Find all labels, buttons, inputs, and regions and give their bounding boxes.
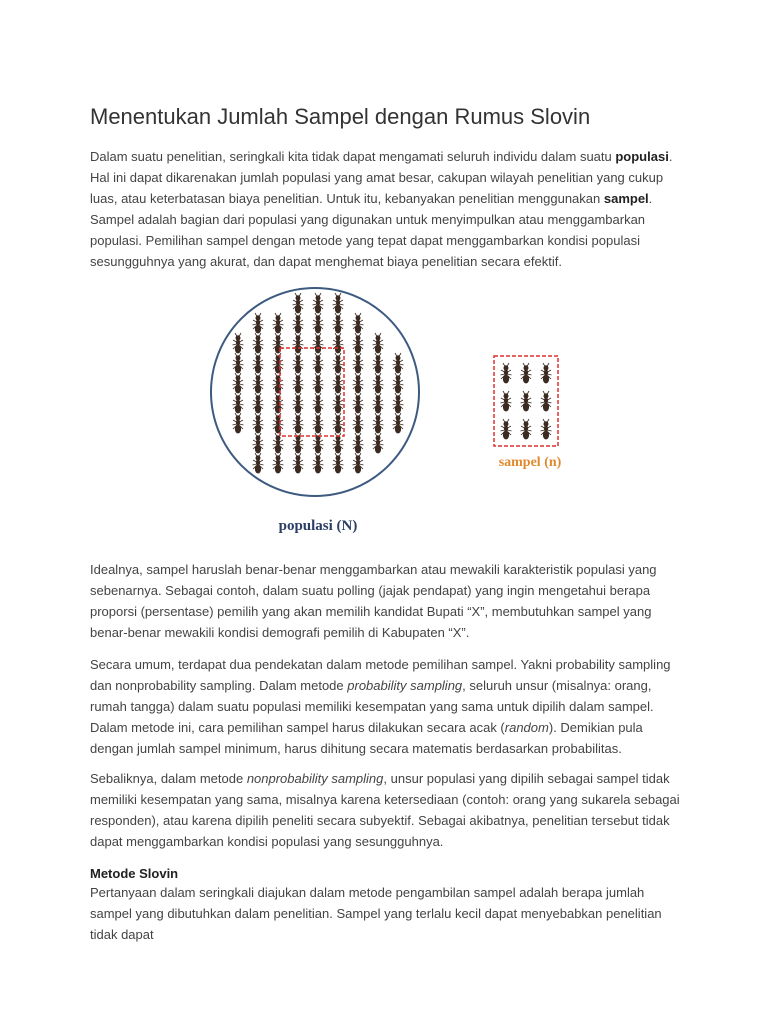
ant-icon [293, 453, 304, 473]
ant-icon [501, 363, 512, 383]
ant-icon [333, 453, 344, 473]
sample-label: sampel (n) [498, 455, 562, 470]
population-circle [211, 288, 419, 496]
ant-icon [273, 373, 284, 393]
ant-icon [253, 433, 264, 453]
population-sample-figure [210, 282, 590, 542]
ant-icon [253, 313, 264, 333]
ant-icon [333, 373, 344, 393]
ant-icon [353, 333, 364, 353]
ant-icon [273, 333, 284, 353]
paragraph-nonprobability [90, 768, 680, 852]
ant-icon [293, 313, 304, 333]
ant-icon [233, 353, 244, 373]
text-span: ). Demikian pula dengan jumlah sampel minimum, harus dihitung secara matematis berdasarkan probabilitas. [90, 720, 643, 756]
ant-icon [333, 313, 344, 333]
ant-icon [233, 333, 244, 353]
ant-icon [333, 293, 344, 313]
text-span: Secara umum, terdapat dua pendekatan dalam metode pemilihan sampel. Yakni probability sampling dan nonprobability sampling. Dalam metode [90, 657, 671, 693]
ant-icon [373, 433, 384, 453]
ant-icon [373, 333, 384, 353]
ant-icon [373, 413, 384, 433]
ant-icon [373, 353, 384, 373]
ant-icon [253, 353, 264, 373]
ant-icon [521, 391, 532, 411]
italic-term: random [504, 720, 549, 735]
ant-icon [253, 413, 264, 433]
page-title: Menentukan Jumlah Sampel dengan Rumus Slovin [90, 104, 591, 129]
ant-icon [233, 393, 244, 413]
ant-icon [293, 353, 304, 373]
population-ants [233, 293, 404, 473]
text-span: , unsur populasi yang dipilih sebagai sampel tidak memiliki kesempatan yang sama, misalnya karena ketersediaan (contoh: orang yang sukarela sebagai responden), atau karena dipilih peneliti secara subyektif. Sebagai akibatnya, penelitian tersebut tidak dapat menggambarkan kondisi populasi yang sesungguhnya. [90, 771, 680, 849]
ant-icon [333, 393, 344, 413]
ant-icon [313, 333, 324, 353]
paragraph-pendekatan [90, 654, 680, 759]
ant-icon [393, 373, 404, 393]
ant-icon [273, 353, 284, 373]
ant-icon [353, 313, 364, 333]
ant-icon [313, 373, 324, 393]
ant-icon [253, 373, 264, 393]
ant-icon [393, 353, 404, 373]
ant-icon [541, 363, 552, 383]
intro-paragraph [90, 146, 680, 272]
ant-icon [233, 413, 244, 433]
ant-icon [313, 313, 324, 333]
ant-icon [233, 373, 244, 393]
ant-icon [353, 453, 364, 473]
ant-icon [393, 413, 404, 433]
text-span: Sebaliknya, dalam metode [90, 771, 247, 786]
bold-term-sampel: sampel [603, 191, 649, 206]
ant-icon [253, 333, 264, 353]
italic-term: probability sampling [347, 678, 463, 693]
italic-term: nonprobability sampling [246, 771, 384, 786]
ant-icon [333, 413, 344, 433]
ant-icon [521, 419, 532, 439]
ant-icon [313, 293, 324, 313]
sample-ants [501, 363, 552, 439]
ant-icon [541, 419, 552, 439]
ant-icon [273, 313, 284, 333]
ant-icon [293, 373, 304, 393]
text-span: . Sampel adalah bagian dari populasi yang digunakan untuk menyimpulkan atau menggambarkan populasi. Pemilihan sampel dengan metode yang tepat dapat menggambarkan kondisi populasi sesungguhnya yang akurat, dan dapat menghemat biaya penelitian secara efektif. [90, 191, 653, 269]
ant-icon [273, 413, 284, 433]
ant-icon [293, 393, 304, 413]
ant-icon [501, 391, 512, 411]
ant-icon [273, 433, 284, 453]
ant-icon [293, 413, 304, 433]
ant-icon [353, 393, 364, 413]
ant-icon [273, 453, 284, 473]
text-span: Dalam suatu penelitian, seringkali kita tidak dapat mengamati seluruh individu dalam suatu [90, 149, 616, 164]
ant-icon [293, 293, 304, 313]
paragraph-slovin: Pertanyaan dalam seringkali diajukan dalam metode pengambilan sampel adalah berapa jumlah sampel yang dibutuhkan dalam penelitian. Sampel yang terlalu kecil dapat menyebabkan penelitian tidak dapat [90, 885, 662, 942]
ant-icon [393, 393, 404, 413]
ant-icon [501, 419, 512, 439]
section-heading: Metode Slovin [90, 866, 179, 881]
ant-icon [313, 353, 324, 373]
ant-icon [353, 413, 364, 433]
ant-icon [353, 373, 364, 393]
ant-icon [373, 373, 384, 393]
ant-icon [541, 391, 552, 411]
ant-icon [333, 353, 344, 373]
text-span: . Hal ini dapat dikarenakan jumlah populasi yang amat besar, cakupan wilayah penelitian yang cukup luas, atau keterbatasan biaya penelitian. Untuk itu, kebanyakan penelitian menggunakan [90, 149, 673, 206]
ant-icon [313, 413, 324, 433]
ant-icon [521, 363, 532, 383]
text-span: , seluruh unsur (misalnya: orang, rumah tangga) dalam suatu populasi memiliki kesempatan yang sama untuk dipilih dalam sampel. Dalam metode ini, cara pemilihan sampel harus dilakukan secara acak ( [90, 678, 654, 735]
figure-svg [210, 282, 590, 542]
ant-icon [373, 393, 384, 413]
ant-icon [273, 393, 284, 413]
ant-icon [333, 333, 344, 353]
ant-icon [353, 353, 364, 373]
ant-icon [253, 393, 264, 413]
population-label: populasi (N) [278, 518, 358, 534]
paragraph-idealnya: Idealnya, sampel haruslah benar-benar menggambarkan atau mewakili karakteristik populasi yang sebenarnya. Sebagai contoh, dalam suatu polling (jajak pendapat) yang ingin mengetahui berapa proporsi (persentase) pemilih yang akan memilih kandidat Bupati “X”, membutuhkan sampel yang benar-benar mewakili kondisi demografi pemilih di Kabupaten “X”. [90, 562, 657, 640]
ant-icon [313, 453, 324, 473]
ant-icon [353, 433, 364, 453]
ant-icon [253, 453, 264, 473]
bold-term-populasi: populasi [615, 149, 669, 164]
ant-icon [293, 333, 304, 353]
ant-icon [313, 393, 324, 413]
